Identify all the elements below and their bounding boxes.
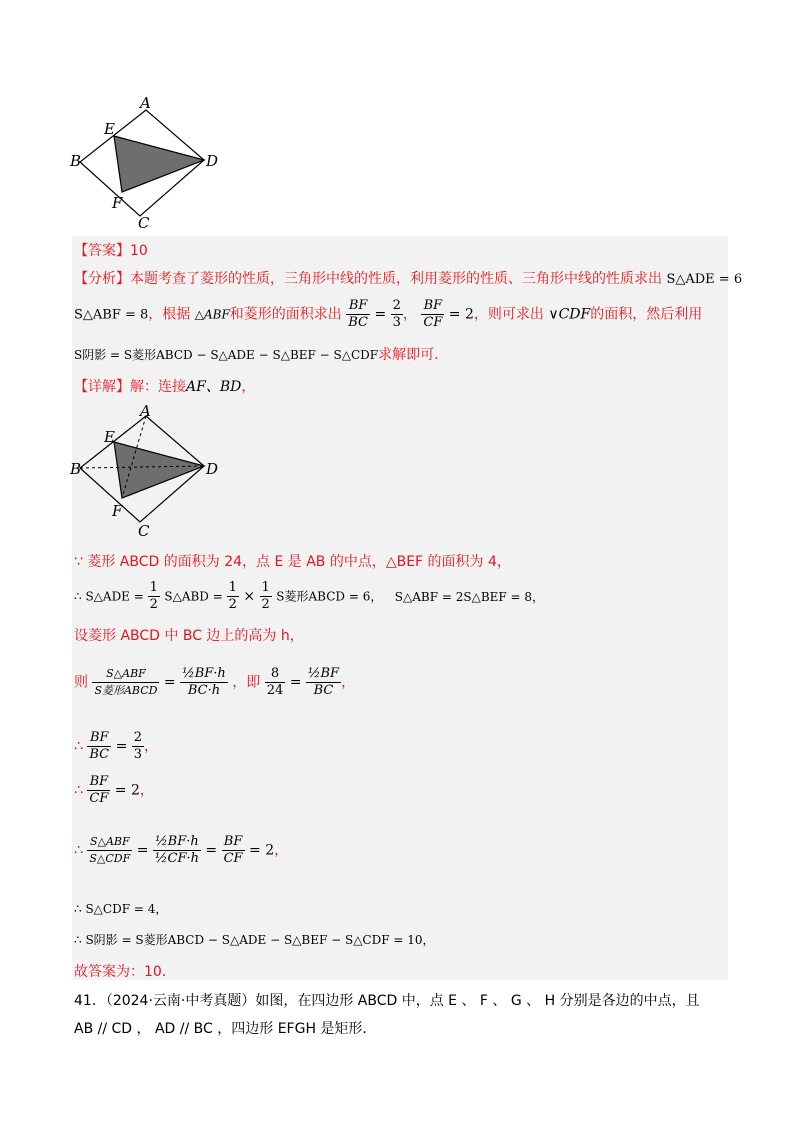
- frac-den: 3: [392, 315, 401, 330]
- area-formula: S阴影 = S菱形ABCD − S△ADE − S△BEF − S△CDF: [74, 348, 379, 362]
- s-rhombus: S菱形ABCD = 6，: [276, 589, 383, 604]
- therefore: ∴: [74, 842, 83, 859]
- eq-sign: =: [374, 306, 387, 323]
- eq-2: = 2: [448, 306, 474, 323]
- analysis-text-5: 的面积，然后利用: [590, 306, 703, 323]
- question-41-line-2: AB // CD ， AD // BC ，四边形 EFGH 是矩形．: [74, 1021, 377, 1037]
- frac-den: S△CDF: [89, 852, 131, 865]
- frac-2-3: [132, 730, 144, 763]
- s-abd: S△ABD =: [164, 589, 227, 604]
- frac-den: S菱形ABCD: [94, 684, 158, 697]
- label-B: B: [70, 152, 82, 170]
- frac-num: 2: [133, 730, 143, 745]
- label-C: C: [138, 522, 150, 540]
- namely: ，即: [232, 674, 261, 691]
- label-D: D: [206, 152, 219, 170]
- times-sign: ×: [243, 588, 256, 605]
- frac-num: 1: [228, 580, 237, 595]
- frac-bf-bc: [87, 730, 111, 763]
- frac-num: 8: [270, 666, 280, 681]
- s-abf-calc: S△ABF = 2S△BEF = 8，: [394, 589, 545, 604]
- then-prefix: 则: [74, 674, 88, 691]
- s-abf-eq: S△ABF = 8: [74, 307, 149, 323]
- frac-area-ratio: [92, 666, 159, 699]
- frac-bf-cf: [87, 774, 110, 807]
- detail-line-8: [74, 900, 167, 917]
- label-C: C: [138, 214, 150, 230]
- analysis-text-3: 和菱形的面积求出: [229, 306, 342, 323]
- frac-den: BC: [348, 315, 368, 330]
- frac-num: S△ABF: [106, 667, 146, 680]
- frac-den: CF: [423, 315, 443, 330]
- answer-label: 【答案】: [74, 243, 130, 259]
- detail-line-5: ∴ $\frac{BF}{BC}$ = $\frac{2}{3}$ ，: [74, 730, 159, 762]
- frac-num: ½BF·h: [155, 834, 199, 849]
- answer-value: 10: [130, 243, 148, 259]
- analysis-label: 【分析】: [74, 271, 130, 287]
- rhombus-figure-2: [68, 400, 238, 540]
- label-F: F: [112, 502, 123, 520]
- frac-den: 24: [266, 683, 284, 698]
- frac-num: 1: [261, 580, 270, 595]
- analysis-line-2: S△ABF = 8，根据 △ABF和菱形的面积求出 $\frac{BF}{BC}$ = $\frac{2}{3}$ ， $\frac{BF}{CF}$ = 2，则可求出 ∨CDF的面积，然后利用: [74, 298, 703, 330]
- analysis-line-1: [74, 268, 742, 288]
- detail-line-4: 则 $\frac{\text{S△ABF}}{\text{S菱形ABCD}}$ = $\frac{\text{½BF·h}}{BC\cdot h}$ ，即 $\frac{8}{24}$ = $\frac{\text{½BF}}{BC}$ ，: [74, 666, 356, 698]
- analysis-text-1: 本题考查了菱形的性质，三角形中线的性质，利用菱形的性质、三角形中线的性质求出: [130, 271, 662, 287]
- shaded-area: ∴ S阴影 = S菱形ABCD − S△ADE − S△BEF − S△CDF = 10，: [74, 933, 435, 947]
- frac-bf-cf: [421, 298, 444, 331]
- s-ade-calc: ∴ S△ADE =: [74, 589, 148, 604]
- frac-den: BC·h: [180, 682, 228, 699]
- frac-den: 2: [228, 597, 237, 612]
- analysis-text-2: ，根据: [148, 306, 191, 323]
- frac-bfh-cfh: [153, 834, 201, 867]
- segments: AF、BD: [186, 379, 242, 395]
- frac-num: 1: [149, 580, 158, 595]
- label-E: E: [104, 428, 115, 446]
- frac-num: BF: [223, 834, 243, 849]
- frac-num: ½BF: [307, 666, 340, 681]
- label-B: B: [70, 460, 82, 478]
- label-F: F: [112, 194, 123, 212]
- frac-half: [227, 580, 239, 613]
- detail-line-9: [74, 931, 435, 948]
- s-cdf: ∴ S△CDF = 4，: [74, 902, 168, 916]
- tri-abf: △ABF: [194, 307, 230, 322]
- detail-line-1: ∵ 菱形 ABCD 的面积为 24，点 E 是 AB 的中点，△BEF 的面积为 4，: [74, 554, 511, 570]
- frac-num: BF: [89, 774, 109, 789]
- frac-den: 2: [149, 597, 158, 612]
- frac-den: CF: [89, 791, 109, 806]
- detail-line-7: ∴ $\frac{\text{S△ABF}}{\text{S△CDF}}$ = $\frac{\text{½BF·h}}{\text{½CF·h}}$ = $\frac{BF}{CF}$ = 2，: [74, 834, 289, 866]
- shaded-triangle: [114, 136, 204, 192]
- frac-half-bf-bc: [306, 666, 341, 699]
- frac-bf-cf: [222, 834, 245, 867]
- label-A: A: [140, 94, 151, 112]
- analysis-line-3: [74, 344, 448, 364]
- frac-den: BC: [89, 747, 110, 762]
- frac-num: BF: [348, 298, 368, 313]
- shaded-triangle: [114, 442, 204, 498]
- frac-den: CF: [223, 851, 243, 866]
- label-E: E: [104, 120, 115, 138]
- s-ade-eq: S△ADE = 6: [666, 272, 743, 287]
- frac-half: [260, 580, 272, 613]
- frac-num: ½BF·h: [182, 666, 226, 681]
- detail-intro: 解：连接: [130, 379, 186, 395]
- frac-8-24: [265, 666, 286, 699]
- detail-line-6: ∴ $\frac{BF}{CF}$ = 2，: [74, 774, 154, 806]
- detail-line: 【详解】解：连接AF、BD，: [74, 379, 256, 395]
- detail-line-3: 设菱形 ABCD 中 BC 边上的高为 h，: [74, 628, 304, 644]
- label-D: D: [206, 460, 219, 478]
- analysis-text-4: ，则可求出: [473, 306, 544, 323]
- analysis-text-6: 求解即可．: [378, 347, 449, 363]
- rhombus-figure-1: [68, 94, 238, 230]
- frac-abf-cdf: [87, 834, 132, 867]
- therefore: ∴: [74, 738, 83, 755]
- frac-2-3: [391, 298, 403, 331]
- frac-den: BC: [306, 682, 341, 699]
- frac-num: 2: [392, 298, 401, 313]
- final-answer: 故答案为：10．: [74, 964, 176, 980]
- tri-cdf: ∨CDF: [548, 306, 591, 323]
- label-A: A: [140, 402, 151, 420]
- frac-num: BF: [423, 298, 443, 313]
- frac-half: [148, 580, 160, 613]
- detail-label: 【详解】: [74, 379, 130, 395]
- frac-bfh-bch: [180, 666, 228, 699]
- detail-line-2: [74, 580, 544, 613]
- answer-line: [74, 240, 148, 260]
- question-41-line-1: 41．（2024·云南·中考真题）如图，在四边形 ABCD 中，点 E 、 F 、 G 、 H 分别是各边的中点，且: [74, 993, 700, 1009]
- therefore: ∴: [74, 782, 83, 799]
- frac-num: BF: [89, 730, 109, 745]
- frac-den: 2: [261, 597, 270, 612]
- frac-bf-bc: [346, 298, 370, 331]
- frac-den: ½CF·h: [154, 851, 199, 866]
- frac-den: 3: [133, 747, 143, 762]
- frac-num: S△ABF: [89, 835, 130, 848]
